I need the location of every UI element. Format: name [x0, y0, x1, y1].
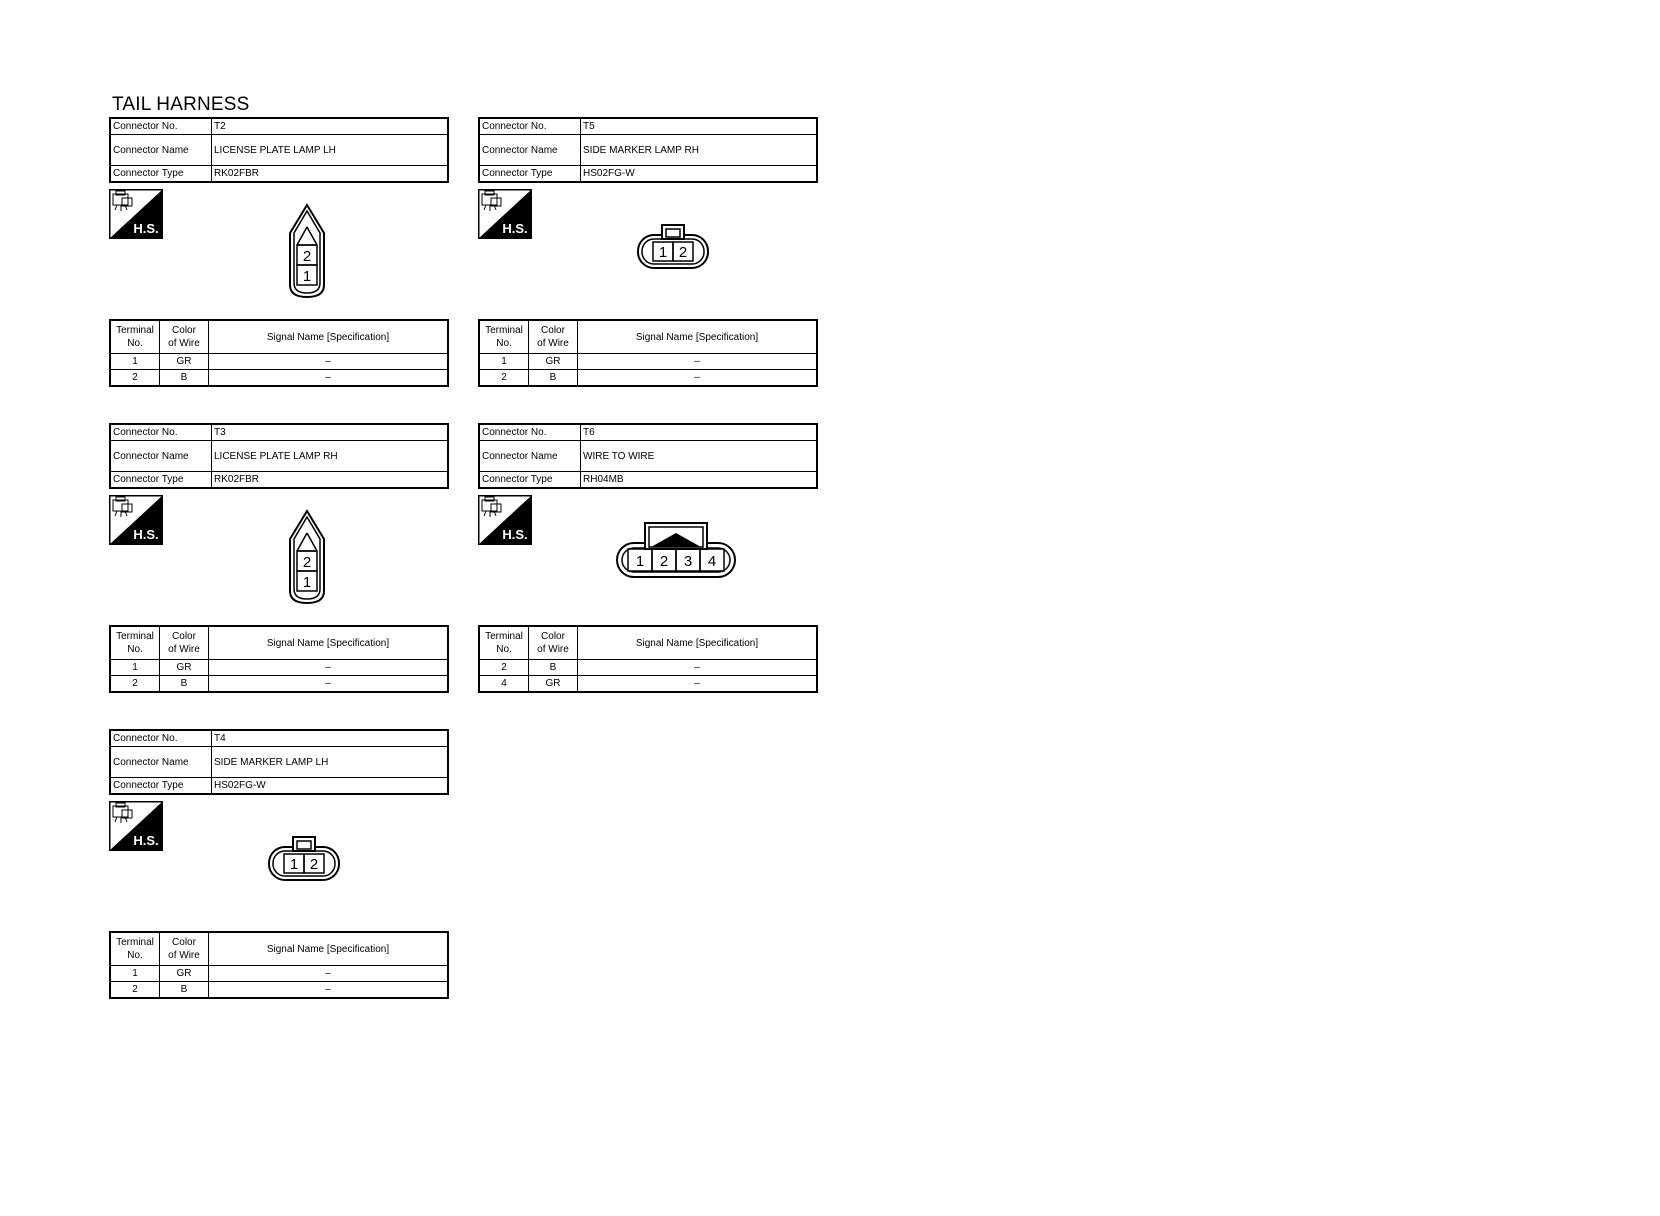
- connector-name-value: LICENSE PLATE LAMP LH: [212, 135, 449, 166]
- header-text: No.: [127, 950, 143, 961]
- header-terminal-no: [110, 626, 160, 660]
- info-label: Connector Type: [110, 778, 212, 795]
- header-color-of-wire: [160, 626, 209, 660]
- connector-type-value: HS02FG-W: [212, 778, 449, 795]
- page-title: TAIL HARNESS: [112, 94, 250, 115]
- connector-no-value: T3: [212, 424, 449, 441]
- connector-face-diagram: [267, 833, 341, 883]
- terminal-table: [109, 931, 449, 999]
- signal-name-cell: –: [209, 354, 449, 370]
- wire-color-cell: B: [529, 660, 578, 676]
- terminal-no-cell: 2: [479, 660, 529, 676]
- connector-block-t3: [109, 423, 449, 693]
- header-terminal-no: [110, 320, 160, 354]
- terminal-table-header: [110, 320, 448, 354]
- pin-number: 1: [302, 268, 312, 285]
- table-row: [479, 370, 817, 387]
- terminal-table-header: [110, 932, 448, 966]
- hs-label: H.S.: [502, 527, 528, 542]
- info-row: [110, 441, 448, 472]
- header-signal-name: Signal Name [Specification]: [578, 320, 818, 354]
- terminal-no-cell: 2: [110, 982, 160, 999]
- info-label: Connector No.: [479, 118, 581, 135]
- table-row: [479, 660, 817, 676]
- info-row: [479, 424, 817, 441]
- signal-name-cell: –: [578, 660, 818, 676]
- connector-info-table: [478, 117, 818, 183]
- info-row: [110, 135, 448, 166]
- info-row: [110, 424, 448, 441]
- connector-name-value: LICENSE PLATE LAMP RH: [212, 441, 449, 472]
- info-label: Connector Name: [479, 441, 581, 472]
- pin-number: 2: [659, 553, 669, 570]
- info-row: [479, 135, 817, 166]
- table-row: [110, 982, 448, 999]
- signal-name-cell: –: [209, 982, 449, 999]
- connector-no-value: T4: [212, 730, 449, 747]
- connector-face-diagram: [287, 203, 327, 299]
- info-label: Connector Type: [110, 472, 212, 489]
- info-label: Connector Name: [110, 135, 212, 166]
- info-row: [110, 118, 448, 135]
- table-row: [479, 354, 817, 370]
- connector-diagram-area: [478, 183, 818, 319]
- signal-name-cell: –: [578, 354, 818, 370]
- wire-color-cell: GR: [529, 354, 578, 370]
- wire-color-cell: GR: [160, 660, 209, 676]
- signal-name-cell: –: [209, 660, 449, 676]
- connector-type-value: RK02FBR: [212, 472, 449, 489]
- terminal-no-cell: 1: [479, 354, 529, 370]
- info-label: Connector Name: [110, 441, 212, 472]
- terminal-table: [478, 319, 818, 387]
- hs-harness-side-icon: [478, 495, 532, 545]
- hs-harness-side-icon: [109, 189, 163, 239]
- signal-name-cell: –: [209, 966, 449, 982]
- connector-block-t5: [478, 117, 818, 387]
- terminal-table: [109, 319, 449, 387]
- header-text: Color: [541, 631, 565, 642]
- header-signal-name: Signal Name [Specification]: [209, 626, 449, 660]
- header-text: Terminal: [116, 325, 154, 336]
- info-label: Connector No.: [479, 424, 581, 441]
- info-row: [479, 441, 817, 472]
- terminal-table-header: [479, 626, 817, 660]
- header-signal-name: Signal Name [Specification]: [209, 320, 449, 354]
- connector-type-value: RK02FBR: [212, 166, 449, 183]
- terminal-no-cell: 1: [110, 660, 160, 676]
- connector-name-value: SIDE MARKER LAMP RH: [581, 135, 818, 166]
- connector-diagram-area: [478, 489, 818, 625]
- info-row: [110, 778, 448, 795]
- header-text: Terminal: [485, 325, 523, 336]
- header-text: Color: [541, 325, 565, 336]
- terminal-no-cell: 2: [479, 370, 529, 387]
- header-text: No.: [496, 338, 512, 349]
- info-row: [479, 166, 817, 183]
- pin-number: 2: [302, 248, 312, 265]
- info-label: Connector No.: [110, 730, 212, 747]
- wire-color-cell: GR: [160, 966, 209, 982]
- header-signal-name: Signal Name [Specification]: [578, 626, 818, 660]
- header-color-of-wire: [529, 626, 578, 660]
- hs-label: H.S.: [133, 833, 159, 848]
- connector-no-value: T2: [212, 118, 449, 135]
- header-text: No.: [496, 644, 512, 655]
- table-row: [479, 676, 817, 693]
- pin-number: 1: [658, 244, 668, 261]
- header-color-of-wire: [529, 320, 578, 354]
- table-row: [110, 676, 448, 693]
- info-label: Connector Name: [479, 135, 581, 166]
- connector-face-diagram: [636, 221, 710, 271]
- info-label: Connector Type: [110, 166, 212, 183]
- terminal-no-cell: 1: [110, 354, 160, 370]
- terminal-no-cell: 2: [110, 676, 160, 693]
- info-row: [110, 472, 448, 489]
- terminal-table: [109, 625, 449, 693]
- header-text: No.: [127, 644, 143, 655]
- hs-label: H.S.: [133, 221, 159, 236]
- info-label: Connector No.: [110, 424, 212, 441]
- info-label: Connector Name: [110, 747, 212, 778]
- wire-color-cell: GR: [160, 354, 209, 370]
- wire-color-cell: GR: [529, 676, 578, 693]
- table-row: [110, 370, 448, 387]
- terminal-no-cell: 4: [479, 676, 529, 693]
- info-row: [110, 747, 448, 778]
- connector-info-table: [109, 423, 449, 489]
- terminal-no-cell: 1: [110, 966, 160, 982]
- pin-number: 1: [635, 553, 645, 570]
- header-text: of Wire: [168, 950, 200, 961]
- connector-face-diagram: [615, 521, 737, 581]
- terminal-table-header: [479, 320, 817, 354]
- connector-face-diagram: [287, 509, 327, 605]
- connector-block-t2: [109, 117, 449, 387]
- header-text: No.: [127, 338, 143, 349]
- connector-name-value: SIDE MARKER LAMP LH: [212, 747, 449, 778]
- info-label: Connector Type: [479, 472, 581, 489]
- pin-number: 4: [707, 553, 717, 570]
- pin-number: 1: [289, 856, 299, 873]
- terminal-no-cell: 2: [110, 370, 160, 387]
- header-signal-name: Signal Name [Specification]: [209, 932, 449, 966]
- table-row: [110, 660, 448, 676]
- connector-info-table: [109, 117, 449, 183]
- connector-diagram-area: [109, 183, 449, 319]
- header-terminal-no: [110, 932, 160, 966]
- connector-block-t6: [478, 423, 818, 693]
- connector-type-value: RH04MB: [581, 472, 818, 489]
- header-color-of-wire: [160, 320, 209, 354]
- wire-color-cell: B: [529, 370, 578, 387]
- header-text: of Wire: [537, 644, 569, 655]
- header-text: Color: [172, 937, 196, 948]
- connector-type-value: HS02FG-W: [581, 166, 818, 183]
- connector-info-table: [478, 423, 818, 489]
- signal-name-cell: –: [578, 676, 818, 693]
- pin-number: 2: [678, 244, 688, 261]
- connector-no-value: T5: [581, 118, 818, 135]
- hs-harness-side-icon: [109, 495, 163, 545]
- signal-name-cell: –: [578, 370, 818, 387]
- info-label: Connector Type: [479, 166, 581, 183]
- connector-block-t4: [109, 729, 449, 999]
- info-row: [479, 118, 817, 135]
- connector-diagram-area: [109, 489, 449, 625]
- header-text: Terminal: [116, 631, 154, 642]
- pin-number: 1: [302, 574, 312, 591]
- connector-info-table: [109, 729, 449, 795]
- header-text: of Wire: [537, 338, 569, 349]
- header-text: Terminal: [485, 631, 523, 642]
- signal-name-cell: –: [209, 370, 449, 387]
- info-row: [479, 472, 817, 489]
- header-text: Color: [172, 325, 196, 336]
- header-text: of Wire: [168, 338, 200, 349]
- connector-no-value: T6: [581, 424, 818, 441]
- header-terminal-no: [479, 626, 529, 660]
- table-row: [110, 966, 448, 982]
- hs-harness-side-icon: [478, 189, 532, 239]
- header-text: of Wire: [168, 644, 200, 655]
- connector-diagram-area: [109, 795, 449, 931]
- info-row: [110, 730, 448, 747]
- pin-number: 2: [302, 554, 312, 571]
- hs-label: H.S.: [502, 221, 528, 236]
- signal-name-cell: –: [209, 676, 449, 693]
- hs-label: H.S.: [133, 527, 159, 542]
- wire-color-cell: B: [160, 676, 209, 693]
- hs-harness-side-icon: [109, 801, 163, 851]
- connector-name-value: WIRE TO WIRE: [581, 441, 818, 472]
- pin-number: 3: [683, 553, 693, 570]
- wire-color-cell: B: [160, 370, 209, 387]
- terminal-table: [478, 625, 818, 693]
- table-row: [110, 354, 448, 370]
- info-label: Connector No.: [110, 118, 212, 135]
- info-row: [110, 166, 448, 183]
- header-text: Color: [172, 631, 196, 642]
- wire-color-cell: B: [160, 982, 209, 999]
- header-color-of-wire: [160, 932, 209, 966]
- pin-number: 2: [309, 856, 319, 873]
- terminal-table-header: [110, 626, 448, 660]
- header-text: Terminal: [116, 937, 154, 948]
- header-terminal-no: [479, 320, 529, 354]
